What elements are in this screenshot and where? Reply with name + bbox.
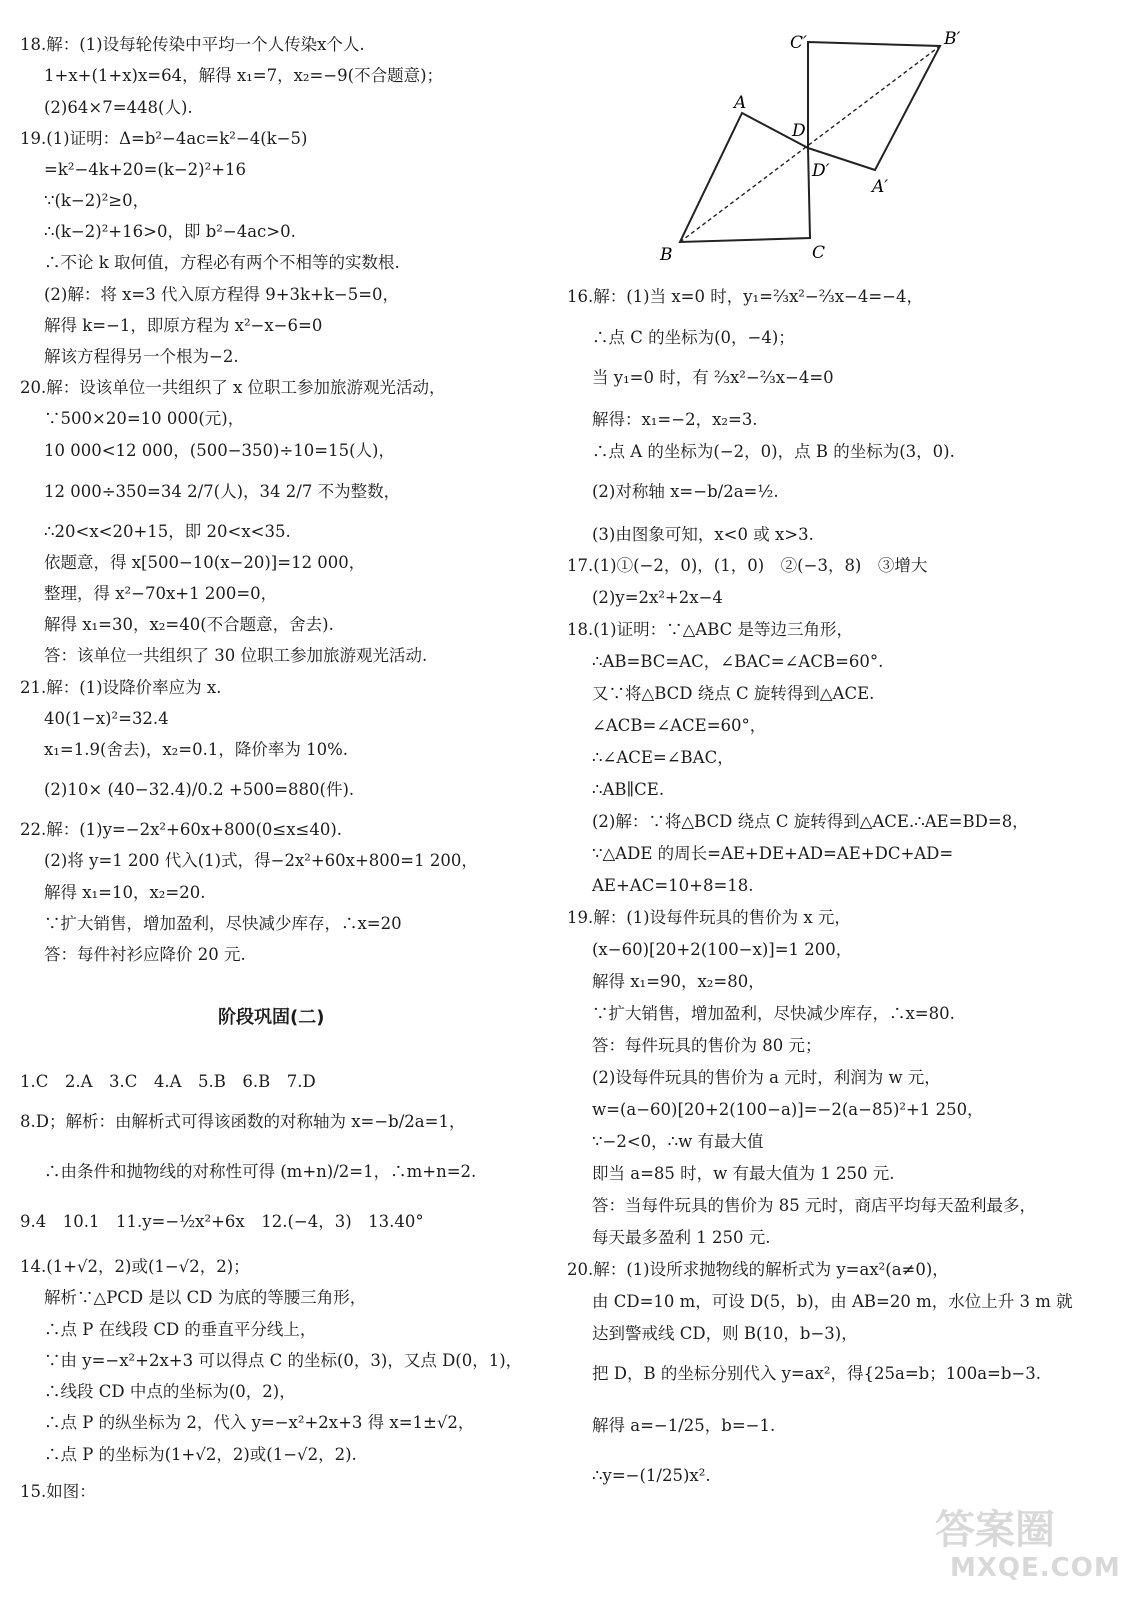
right-line: 答：当每件玩具的售价为 85 元时，商店平均每天盈利最多， (592, 1196, 1036, 1215)
section-title: 阶段巩固(二) (218, 1007, 325, 1028)
right-line: 20.解：(1)设所求抛物线的解析式为 y=ax²(a≠0)， (567, 1260, 949, 1279)
right-line: 当 y₁=0 时，有 ⅔x²−⅔x−4=0 (592, 368, 834, 387)
right-line: 解得 x₁=90，x₂=80， (592, 972, 765, 991)
right-line: 由 CD=10 m，可设 D(5，b)，由 AB=20 m，水位上升 3 m 就 (592, 1292, 1073, 1311)
label-b: B (660, 245, 673, 265)
left-line: 21.解：(1)设降价率应为 x. (20, 678, 222, 697)
left-line: 解析∵△PCD 是以 CD 为底的等腰三角形， (44, 1288, 367, 1307)
left-line: 20.解：设该单位一共组织了 x 位职工参加旅游观光活动， (20, 378, 446, 397)
right-line: 19.解：(1)设每件玩具的售价为 x 元， (567, 908, 851, 927)
label-b-prime: B′ (944, 29, 961, 49)
left-line: ∴点 P 的坐标为(1+√2，2)或(1−√2，2). (44, 1445, 357, 1464)
left-line: 答：每件衬衫应降价 20 元. (44, 945, 246, 964)
left-line: 19.(1)证明：Δ=b²−4ac=k²−4(k−5) (20, 129, 308, 148)
left-line: ∴线段 CD 中点的坐标为(0，2)， (44, 1382, 296, 1401)
right-line: AE+AC=10+8=18. (592, 876, 754, 895)
left-line: ∵由 y=−x²+2x+3 可以得点 C 的坐标(0，3)，又点 D(0，1)， (44, 1351, 523, 1370)
left-line: 依题意，得 x[500−10(x−20)]=12 000， (44, 553, 366, 572)
left-line: 1.C 2.A 3.C 4.A 5.B 6.B 7.D (20, 1072, 316, 1091)
left-line: x₁=1.9(舍去)，x₂=0.1，降价率为 10%. (44, 740, 349, 759)
left-line: ∴不论 k 取何值，方程必有两个不相等的实数根. (44, 253, 400, 272)
left-line: (2)10× (40−32.4)/0.2 +500=880(件). (44, 780, 355, 799)
right-line: 达到警戒线 CD，则 B(10，b−3)， (592, 1324, 858, 1343)
left-line: 8.D；解析：由解析式可得该函数的对称轴为 x=−b/2a=1， (20, 1112, 466, 1131)
left-line: ∵扩大销售，增加盈利，尽快减少库存，∴x=20 (44, 914, 402, 933)
right-line: ∵扩大销售，增加盈利，尽快减少库存，∴x=80. (592, 1004, 955, 1023)
right-line: 即当 a=85 时，w 有最大值为 1 250 元. (592, 1164, 895, 1183)
left-line: 40(1−x)²=32.4 (44, 709, 169, 728)
right-line: (2)对称轴 x=−b/2a=½. (592, 482, 779, 501)
right-line: (3)由图象可知，x<0 或 x>3. (592, 525, 814, 544)
right-line: 16.解：(1)当 x=0 时，y₁=⅔x²−⅔x−4=−4， (567, 287, 923, 306)
label-d: D (792, 121, 806, 141)
right-line: ∵△ADE 的周长=AE+DE+AD=AE+DC+AD= (592, 844, 954, 863)
left-line: 14.(1+√2，2)或(1−√2，2)； (20, 1257, 250, 1276)
left-line: ∴(k−2)²+16>0，即 b²−4ac>0. (44, 222, 296, 241)
left-line: (2)解：将 x=3 代入原方程得 9+3k+k−5=0， (44, 285, 400, 304)
left-line: 答：该单位一共组织了 30 位职工参加旅游观光活动. (44, 646, 428, 665)
left-line: ∴20<x<20+15，即 20<x<35. (44, 522, 291, 541)
watermark-logo: 答案圈 (935, 1507, 1055, 1553)
label-c: C (812, 243, 826, 263)
left-line: ∵500×20=10 000(元)， (44, 409, 245, 428)
right-line: ∴∠ACE=∠BAC， (592, 748, 734, 767)
right-line: (x−60)[20+2(100−x)]=1 200， (592, 940, 853, 959)
left-line: ∵(k−2)²≥0， (44, 191, 150, 210)
left-line: (2)64×7=448(人). (44, 98, 193, 117)
label-c-prime: C′ (790, 33, 807, 53)
left-line: 解得 k=−1，即原方程为 x²−x−6=0 (44, 316, 323, 335)
left-line: (2)将 y=1 200 代入(1)式，得−2x²+60x+800=1 200， (44, 851, 478, 870)
right-line: w=(a−60)[20+2(100−a)]=−2(a−85)²+1 250， (592, 1100, 984, 1119)
right-line: (2)解：∵将△BCD 绕点 C 旋转得到△ACE.∴AE=BD=8， (592, 812, 1029, 831)
right-line: ∴点 C 的坐标为(0，−4)； (592, 328, 795, 347)
left-line: 10 000<12 000，(500−350)÷10=15(人)， (44, 441, 395, 460)
left-line: 整理，得 x²−70x+1 200=0， (44, 584, 278, 603)
right-line: ∴AB=BC=AC，∠BAC=∠ACB=60°. (592, 652, 884, 671)
left-line: 解得 x₁=30，x₂=40(不合题意，舍去). (44, 615, 334, 634)
right-line: 解得：x₁=−2，x₂=3. (592, 410, 758, 429)
right-line: ∵−2<0，∴w 有最大值 (592, 1132, 764, 1151)
right-line: ∴AB∥CE. (592, 780, 665, 799)
left-line: 12 000÷350=34 2/7(人)，34 2/7 不为整数， (44, 482, 401, 501)
right-line: 又∵将△BCD 绕点 C 旋转得到△ACE. (592, 684, 875, 703)
right-line: (2)设每件玩具的售价为 a 元时，利润为 w 元， (592, 1068, 941, 1087)
left-line: 18.解：(1)设每轮传染中平均一个人传染x个人. (20, 35, 365, 54)
right-line: 每天最多盈利 1 250 元. (592, 1228, 771, 1247)
right-line: 18.(1)证明：∵△ABC 是等边三角形， (567, 620, 854, 639)
right-line: 把 D，B 的坐标分别代入 y=ax²，得{25a=b；100a=b−3. (592, 1364, 1041, 1383)
left-line: =k²−4k+20=(k−2)²+16 (44, 160, 247, 179)
right-line: (2)y=2x²+2x−4 (592, 588, 723, 607)
right-line: ∴y=−(1/25)x². (592, 1466, 711, 1485)
right-line: 17.(1)①(−2，0)，(1，0) ②(−3，8) ③增大 (567, 556, 928, 575)
right-line: 答：每件玩具的售价为 80 元； (592, 1036, 822, 1055)
left-line: ∴点 P 的纵坐标为 2，代入 y=−x²+2x+3 得 x=1±√2， (44, 1413, 475, 1432)
left-line: 解该方程得另一个根为−2. (44, 347, 239, 366)
right-line: 解得 a=−1/25，b=−1. (592, 1416, 776, 1435)
watermark-url: MXQE.COM (950, 1553, 1121, 1583)
left-line: ∴点 P 在线段 CD 的垂直平分线上， (44, 1320, 317, 1339)
right-line: ∠ACB=∠ACE=60°， (592, 716, 767, 735)
left-line: 9.4 10.1 11.y=−½x²+6x 12.(−4，3) 13.40° (20, 1212, 424, 1231)
label-d-prime: D′ (812, 161, 830, 181)
right-line: ∴点 A 的坐标为(−2，0)，点 B 的坐标为(3，0). (592, 442, 955, 461)
left-line: 22.解：(1)y=−2x²+60x+800(0≤x≤40). (20, 820, 343, 839)
label-a-prime: A′ (872, 177, 889, 197)
left-line: 15.如图： (20, 1482, 96, 1501)
left-line: 1+x+(1+x)x=64，解得 x₁=7，x₂=−9(不合题意)； (44, 66, 444, 85)
left-line: ∴由条件和抛物线的对称性可得 (m+n)/2=1，∴m+n=2. (44, 1162, 477, 1181)
left-line: 解得 x₁=10，x₂=20. (44, 883, 206, 902)
label-a: A (734, 93, 747, 113)
